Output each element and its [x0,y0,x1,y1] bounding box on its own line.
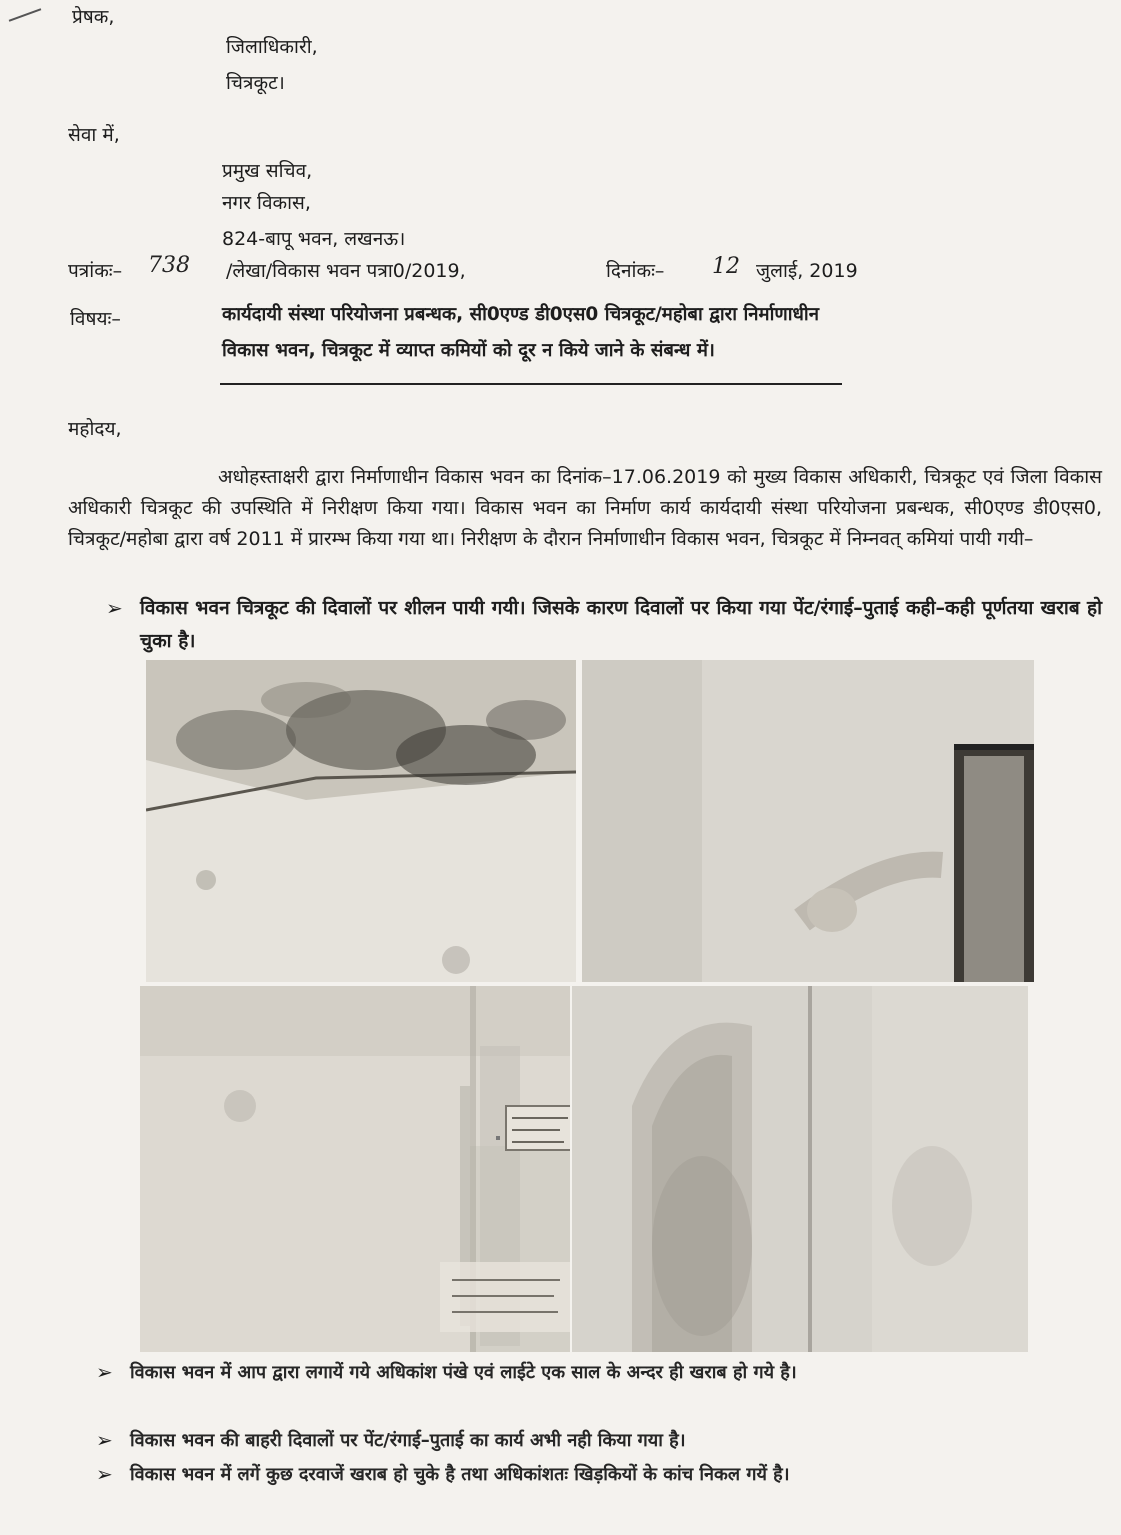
salutation: महोदय, [68,418,122,440]
bullet-arrow-icon: ➢ [96,1462,113,1486]
handwritten-letter-number: 738 [148,253,190,278]
sender-place: चित्रकूट। [226,72,285,94]
recipient-label: सेवा में, [68,124,120,146]
recipient-line2: नगर विकास, [222,192,311,214]
photo-wall-arch [572,986,1028,1352]
sender-label: प्रेषक, [72,6,115,28]
recipient-line1: प्रमुख सचिव, [222,160,313,182]
point-3: विकास भवन की बाहरी दिवालों पर पेंट/रंगाई–पुताई का कार्य अभी नही किया गया है। [130,1430,686,1451]
photo-damp-ceiling-corner [146,660,576,982]
reference-label: पत्रांकः– [68,260,123,282]
bullet-arrow-icon: ➢ [96,1428,113,1452]
bullet-arrow-icon: ➢ [106,596,123,620]
photo-wall-with-notice [140,986,570,1352]
point-4: विकास भवन में लगें कुछ दरवाजें खराब हो चुके है तथा अधिकांशतः खिड़कियों के कांच निकल गयें है। [130,1464,790,1485]
point-2: विकास भवन में आप द्वारा लगायें गये अधिकांश पंखे एवं लाईटे एक साल के अन्दर ही खराब हो गये है। [130,1362,797,1383]
photo-wall-with-door [582,660,1034,982]
date-label: दिनांकः– [606,260,665,282]
scan-mark [9,8,42,22]
body-paragraph: अधोहस्ताक्षरी द्वारा निर्माणाधीन विकास भवन का दिनांक–17.06.2019 को मुख्य विकास अधिकारी, चित्रकूट एवं जिला विकास अधिकारी चित्रकूट की उपस्थिति में निरीक्षण किया गया। विकास भवन का निर्माण कार्य कार्यदायी संस्था परियोजना प्रबन्धक, सी0एण्ड डी0एस0, चित्रकूट/महोबा द्वारा वर्ष 2011 में प्रारम्भ किया गया था। निरीक्षण के दौरान निर्माणाधीन विकास भवन, चित्रकूट में निम्नवत् कमियां पायी गयी– [68,466,1102,550]
point-1: विकास भवन चित्रकूट की दिवालों पर शीलन पायी गयी। जिसके कारण दिवालों पर किया गया पेंट/रंगाई–पुताई कही–कही पूर्णतया खराब हो चुका है। [140,597,1102,652]
subject-line2: विकास भवन, चित्रकूट में व्याप्त कमियों को दूर न किये जाने के संबन्ध में। [222,340,715,361]
sender-designation: जिलाधिकारी, [226,36,318,58]
recipient-line3: 824-बापू भवन, लखनऊ। [222,228,406,250]
subject-underline [220,383,842,385]
subject-line1: कार्यदायी संस्था परियोजना प्रबन्धक, सी0एण्ड डी0एस0 चित्रकूट/महोबा द्वारा निर्माणाधीन [222,304,819,325]
reference-text: /लेखा/विकास भवन पत्रा0/2019, [226,260,466,282]
subject-label: विषयः– [70,308,121,330]
handwritten-day: 12 [712,254,740,279]
bullet-arrow-icon: ➢ [96,1360,113,1384]
date-rest: जुलाई, 2019 [756,260,858,282]
